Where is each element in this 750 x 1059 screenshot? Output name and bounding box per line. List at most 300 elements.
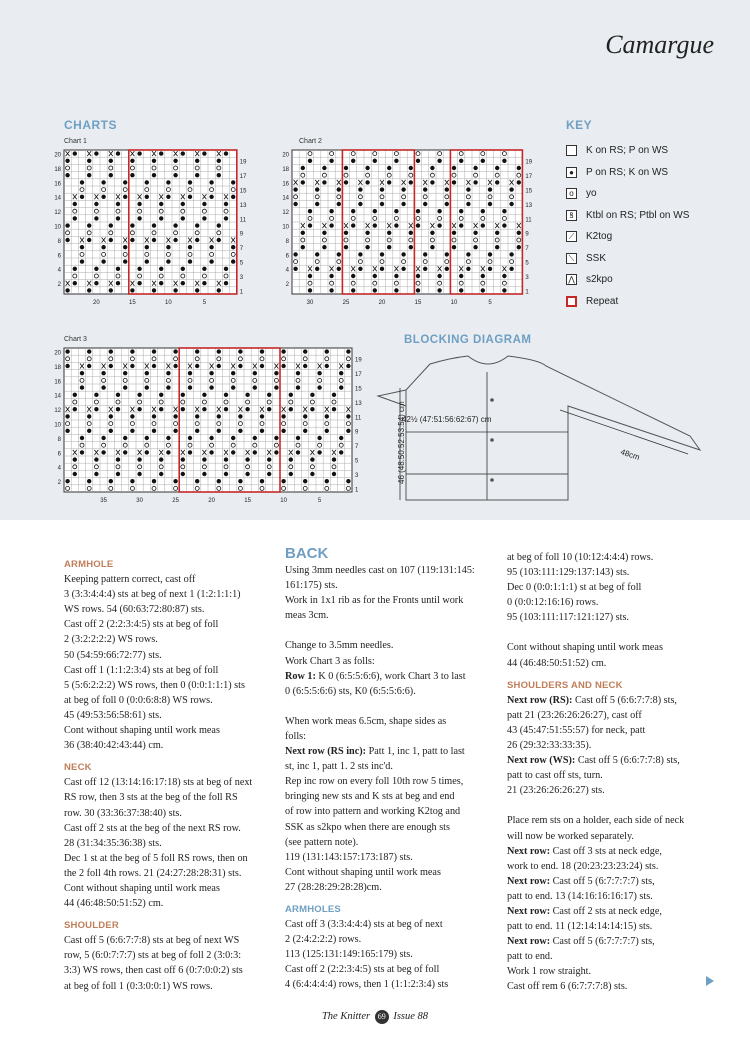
purl-mark (231, 371, 235, 375)
page-title: Camargue (605, 30, 714, 59)
text-line: Cont without shaping until work meas (64, 882, 220, 894)
purl-mark (80, 371, 84, 375)
purl-mark (217, 364, 221, 368)
purl-mark (116, 267, 120, 271)
text-line: 43 (45:47:51:55:57) for neck, patt (507, 724, 646, 736)
text-line: 113 (125:131:149:165:179) sts. (285, 949, 413, 961)
purl-mark (325, 479, 329, 483)
key-heading: KEY (566, 118, 593, 132)
purl-mark (293, 267, 297, 271)
chart-tick-label: 1 (239, 289, 244, 296)
purl-mark (303, 414, 307, 418)
purl-mark (94, 407, 98, 411)
purl-mark (173, 349, 177, 353)
purl-mark (137, 407, 141, 411)
purl-mark (152, 364, 156, 368)
purl-mark (325, 364, 329, 368)
purl-mark (325, 414, 329, 418)
chart-tick-label: 10 (280, 498, 287, 504)
purl-mark (65, 159, 69, 163)
purl-mark (416, 274, 420, 278)
purl-mark (137, 202, 141, 206)
purl-mark (315, 252, 319, 256)
purl-mark (87, 364, 91, 368)
purl-mark (373, 288, 377, 292)
purl-mark (517, 231, 521, 235)
purl-mark (152, 414, 156, 418)
purl-mark (80, 245, 84, 249)
column-2 (285, 546, 503, 993)
chart-tick-label: 9 (355, 429, 359, 436)
purl-mark (346, 429, 350, 433)
purl-mark (130, 414, 134, 418)
chart-tick-label: 2 (57, 282, 61, 289)
purl-mark (488, 202, 492, 206)
chart-tick-label: 12 (282, 210, 289, 217)
purl-mark (209, 436, 213, 440)
footer-issue: Issue 88 (393, 1011, 429, 1022)
purl-mark (94, 472, 98, 476)
purl-mark (509, 267, 513, 271)
purl-mark (231, 180, 235, 184)
purl-mark (430, 231, 434, 235)
purl-mark (202, 393, 206, 397)
chart-tick-label: 11 (525, 217, 532, 224)
purl-mark (202, 457, 206, 461)
key-item (566, 269, 689, 291)
purl-mark (173, 288, 177, 292)
purl-mark (322, 245, 326, 249)
purl-mark (289, 457, 293, 461)
purl-mark (123, 245, 127, 249)
purl-mark (137, 267, 141, 271)
key-item (566, 140, 689, 162)
purl-mark (358, 202, 362, 206)
purl-mark (109, 288, 113, 292)
chart-tick-label: 30 (136, 498, 143, 504)
purl-mark (473, 231, 477, 235)
text-line: Keeping pattern correct, cast off (64, 574, 196, 586)
key-symbol-icon: ꝸ (566, 210, 577, 221)
purl-mark (166, 180, 170, 184)
purl-mark (195, 159, 199, 163)
purl-mark (296, 371, 300, 375)
purl-mark (373, 274, 377, 278)
purl-mark (346, 414, 350, 418)
purl-mark (317, 385, 321, 389)
chart-tick-label: 4 (285, 267, 289, 274)
purl-mark (217, 173, 221, 177)
text-line: Rep inc row on every foll 10th row 5 times, (285, 776, 464, 788)
purl-mark (466, 187, 470, 191)
purl-mark (195, 364, 199, 368)
next-row-4b: patt to end. (507, 951, 553, 963)
purl-mark (65, 349, 69, 353)
chart-tick-label: 17 (525, 174, 533, 181)
purl-mark (303, 349, 307, 353)
purl-mark (459, 209, 463, 213)
purl-mark (339, 436, 343, 440)
purl-mark (217, 349, 221, 353)
purl-mark (231, 450, 235, 454)
purl-mark (116, 281, 120, 285)
purl-mark (224, 393, 228, 397)
back-text-1 (285, 563, 503, 623)
purl-mark (137, 393, 141, 397)
purl-mark (481, 274, 485, 278)
text-line: WS rows. 54 (60:63:72:80:87) sts. (64, 604, 205, 616)
text-line: Cast off 2 (2:2:3:4:5) sts at beg of foll (285, 964, 440, 976)
key-symbol-icon: ⟍ (566, 253, 577, 264)
purl-mark (423, 267, 427, 271)
purl-mark (296, 436, 300, 440)
purl-mark (159, 393, 163, 397)
purl-mark (502, 274, 506, 278)
purl-mark (80, 259, 84, 263)
purl-mark (73, 202, 77, 206)
purl-mark (238, 414, 242, 418)
chart-tick-label: 7 (525, 246, 529, 253)
text-line: at beg of foll 0 (0:0:6:8:8) WS rows. (64, 694, 213, 706)
chart-tick-label: 20 (282, 152, 289, 159)
purl-mark (188, 180, 192, 184)
blocking-heading: BLOCKING DIAGRAM (404, 334, 532, 346)
purl-mark (188, 245, 192, 249)
purl-mark (289, 393, 293, 397)
text-line: Cast off 1 (1:1:2:3:4) sts at beg of foll (64, 664, 219, 676)
purl-mark (65, 429, 69, 433)
text-line: Work Chart 3 as folls: (285, 655, 375, 667)
purl-mark (344, 166, 348, 170)
neck-heading: NECK (64, 762, 92, 774)
text-line: Place rem sts on a holder, each side of neck (507, 815, 685, 827)
sleeve-measure: 48cm (619, 447, 641, 462)
purl-mark (267, 393, 271, 397)
purl-mark (509, 202, 513, 206)
purl-mark (459, 274, 463, 278)
purl-mark (325, 429, 329, 433)
inc-row-line: Next row (RS inc): Patt 1, inc 1, patt to last (285, 746, 465, 758)
purl-mark (329, 274, 333, 278)
purl-mark (209, 371, 213, 375)
purl-mark (145, 195, 149, 199)
text-line: 28 (31:34:35:36:38) sts. (64, 837, 162, 849)
text-line: When work meas 6.5cm, shape sides as (285, 715, 447, 727)
text-line: 44 (46:48:50:51:52) cm. (507, 657, 607, 669)
purl-mark (137, 281, 141, 285)
purl-mark (481, 159, 485, 163)
purl-mark (137, 457, 141, 461)
neck-text (64, 775, 282, 911)
purl-mark (509, 252, 513, 256)
chart-tick-label: 6 (57, 451, 61, 458)
purl-mark (303, 364, 307, 368)
purl-mark (517, 180, 521, 184)
chart-tick-label: 3 (525, 274, 529, 281)
text-line: Dec 0 (0:0:1:1:1) st at beg of foll (507, 582, 642, 594)
chart-tick-label: 11 (355, 415, 362, 422)
purl-mark (437, 288, 441, 292)
text-line: Work 1 row straight. (507, 966, 592, 978)
purl-mark (281, 364, 285, 368)
purl-mark (329, 209, 333, 213)
chart-tick-label: 7 (355, 444, 359, 451)
purl-mark (109, 173, 113, 177)
purl-mark (130, 159, 134, 163)
purl-mark (322, 166, 326, 170)
purl-mark (488, 252, 492, 256)
purl-mark (267, 457, 271, 461)
chart-tick-label: 2 (285, 282, 289, 289)
purl-mark (195, 349, 199, 353)
purl-mark (173, 414, 177, 418)
purl-mark (217, 429, 221, 433)
purl-mark (73, 472, 77, 476)
purl-mark (195, 173, 199, 177)
purl-mark (274, 371, 278, 375)
purl-mark (274, 385, 278, 389)
chart-2 (278, 144, 538, 314)
key-item (566, 226, 689, 248)
purl-mark (315, 267, 319, 271)
purl-mark (130, 364, 134, 368)
purl-mark (315, 202, 319, 206)
purl-mark (94, 267, 98, 271)
purl-mark (116, 457, 120, 461)
shoulder-heading: SHOULDER (64, 920, 119, 932)
purl-mark (224, 267, 228, 271)
purl-mark (452, 245, 456, 249)
column-3 (507, 550, 725, 995)
purl-mark (245, 407, 249, 411)
purl-mark (159, 202, 163, 206)
text-line: 5 (5:6:2:2:2) WS rows, then 0 (0:0:1:1:1) sts (64, 679, 245, 691)
purl-mark (116, 407, 120, 411)
purl-mark (65, 479, 69, 483)
chart-3 (50, 342, 370, 512)
row1-line-2: 0 (6:5:5:6:6) sts, K0 (6:5:5:6:6). (285, 685, 416, 697)
purl-mark (202, 281, 206, 285)
purl-mark (281, 429, 285, 433)
purl-mark (253, 385, 257, 389)
chart-tick-label: 3 (239, 274, 244, 281)
purl-mark (253, 436, 257, 440)
purl-mark (466, 252, 470, 256)
purl-mark (166, 436, 170, 440)
purl-mark (289, 407, 293, 411)
chart-tick-label: 17 (239, 174, 247, 181)
purl-mark (224, 202, 228, 206)
purl-mark (346, 479, 350, 483)
length-measure: 46 (48:50:52:53:54) cm (397, 401, 406, 484)
cont-text-1 (507, 550, 725, 625)
purl-mark (502, 223, 506, 227)
purl-mark (308, 223, 312, 227)
purl-mark (65, 364, 69, 368)
purl-mark (260, 414, 264, 418)
purl-mark (202, 267, 206, 271)
purl-mark (394, 223, 398, 227)
purl-mark (488, 267, 492, 271)
purl-mark (380, 252, 384, 256)
purl-mark (253, 371, 257, 375)
text-line: Cast off rem 6 (6:7:7:7:8) sts. (507, 981, 628, 993)
purl-mark (380, 202, 384, 206)
purl-mark (173, 364, 177, 368)
purl-mark (502, 209, 506, 213)
purl-mark (260, 429, 264, 433)
purl-mark (452, 180, 456, 184)
purl-mark (224, 281, 228, 285)
purl-mark (445, 187, 449, 191)
purl-mark (481, 209, 485, 213)
purl-mark (130, 349, 134, 353)
purl-mark (238, 429, 242, 433)
chart-tick-label: 13 (355, 400, 362, 407)
purl-mark (217, 288, 221, 292)
chart-tick-label: 5 (317, 498, 322, 504)
key-item (566, 248, 689, 270)
purl-mark (217, 159, 221, 163)
chart-tick-label: 18 (54, 364, 61, 371)
purl-mark (181, 202, 185, 206)
purl-mark (423, 252, 427, 256)
chart-tick-label: 16 (282, 181, 289, 188)
purl-mark (394, 209, 398, 213)
purl-mark (317, 450, 321, 454)
purl-mark (87, 429, 91, 433)
purl-mark (101, 245, 105, 249)
chart-tick-label: 11 (239, 217, 247, 224)
purl-mark (65, 414, 69, 418)
purl-mark (152, 159, 156, 163)
chart-tick-label: 8 (57, 238, 61, 245)
armhole-heading: ARMHOLE (64, 559, 114, 570)
purl-mark (274, 450, 278, 454)
charts-heading: CHARTS (64, 118, 117, 132)
purl-mark (130, 223, 134, 227)
chart2-label: Chart 2 (299, 138, 322, 145)
purl-mark (495, 180, 499, 184)
chart1-label: Chart 1 (64, 138, 87, 145)
purl-mark (123, 180, 127, 184)
chart-tick-label: 7 (239, 246, 244, 253)
chart-tick-label: 15 (414, 300, 422, 306)
text-line: 21 (23:26:26:26:27) sts. (507, 785, 605, 797)
cont-text-2 (507, 640, 725, 670)
text-line: Cont without shaping until work meas (64, 725, 220, 737)
purl-mark (73, 281, 77, 285)
purl-mark (301, 166, 305, 170)
purl-mark (308, 159, 312, 163)
key-label: K on RS; P on WS (586, 145, 669, 157)
chart-tick-label: 15 (244, 498, 251, 504)
purl-mark (437, 274, 441, 278)
purl-mark (502, 159, 506, 163)
purl-mark (253, 450, 257, 454)
purl-mark (423, 187, 427, 191)
text-line: Cast off 5 (6:6:7:7:8) sts at beg of next WS (64, 935, 240, 947)
purl-mark (152, 173, 156, 177)
text-line: 45 (49:53:56:58:61) sts. (64, 709, 162, 721)
key-item (566, 162, 689, 184)
purl-mark (373, 159, 377, 163)
chart-tick-label: 1 (355, 487, 359, 494)
purl-mark (101, 436, 105, 440)
chart-tick-label: 18 (54, 166, 61, 173)
purl-mark (315, 187, 319, 191)
purl-mark (109, 479, 113, 483)
purl-mark (409, 231, 413, 235)
button-mark (490, 398, 494, 402)
button-mark (490, 438, 494, 442)
key-symbol-icon (566, 296, 577, 307)
purl-mark (73, 151, 77, 155)
key-symbol-icon: o (566, 188, 577, 199)
chart-tick-label: 15 (239, 188, 247, 195)
key-item (566, 205, 689, 227)
purl-mark (116, 202, 120, 206)
purl-mark (166, 259, 170, 263)
purl-mark (339, 450, 343, 454)
purl-mark (173, 479, 177, 483)
purl-mark (416, 209, 420, 213)
text-line: RS row, then 3 sts at the beg of the foll RS (64, 792, 238, 804)
purl-mark (145, 245, 149, 249)
purl-mark (181, 472, 185, 476)
text-line: (see pattern note). (285, 836, 359, 848)
purl-mark (495, 166, 499, 170)
text-line: patt 21 (23:26:26:26:27), cast off (507, 709, 642, 721)
purl-mark (195, 238, 199, 242)
purl-mark (181, 151, 185, 155)
purl-mark (224, 407, 228, 411)
purl-mark (209, 385, 213, 389)
purl-mark (337, 267, 341, 271)
purl-mark (80, 195, 84, 199)
chart-tick-label: 5 (239, 260, 244, 267)
chart-tick-label: 10 (54, 422, 61, 429)
purl-mark (188, 385, 192, 389)
purl-mark (409, 180, 413, 184)
back-text-2 (285, 638, 503, 668)
purl-mark (159, 281, 163, 285)
purl-mark (289, 472, 293, 476)
row1-line: Row 1: K 0 (6:5:5:6:6), work Chart 3 to last (285, 670, 466, 682)
purl-mark (445, 252, 449, 256)
purl-mark (339, 371, 343, 375)
purl-mark (310, 407, 314, 411)
purl-mark (65, 288, 69, 292)
chart-tick-label: 1 (525, 289, 529, 296)
purl-mark (293, 252, 297, 256)
chart-tick-label: 20 (208, 498, 215, 504)
purl-mark (293, 202, 297, 206)
purl-mark (159, 457, 163, 461)
purl-mark (281, 479, 285, 483)
chart-tick-label: 17 (355, 372, 362, 379)
purl-mark (373, 223, 377, 227)
next-row-3b: patt to end. 11 (12:14:14:14:15) sts. (507, 921, 653, 933)
purl-mark (365, 245, 369, 249)
purl-mark (166, 385, 170, 389)
purl-mark (332, 457, 336, 461)
text-line: Cast off 3 (3:3:4:4:4) sts at beg of next (285, 919, 443, 931)
purl-mark (351, 274, 355, 278)
purl-mark (394, 159, 398, 163)
chart-tick-label: 10 (282, 224, 289, 231)
chart-tick-label: 16 (54, 181, 61, 188)
